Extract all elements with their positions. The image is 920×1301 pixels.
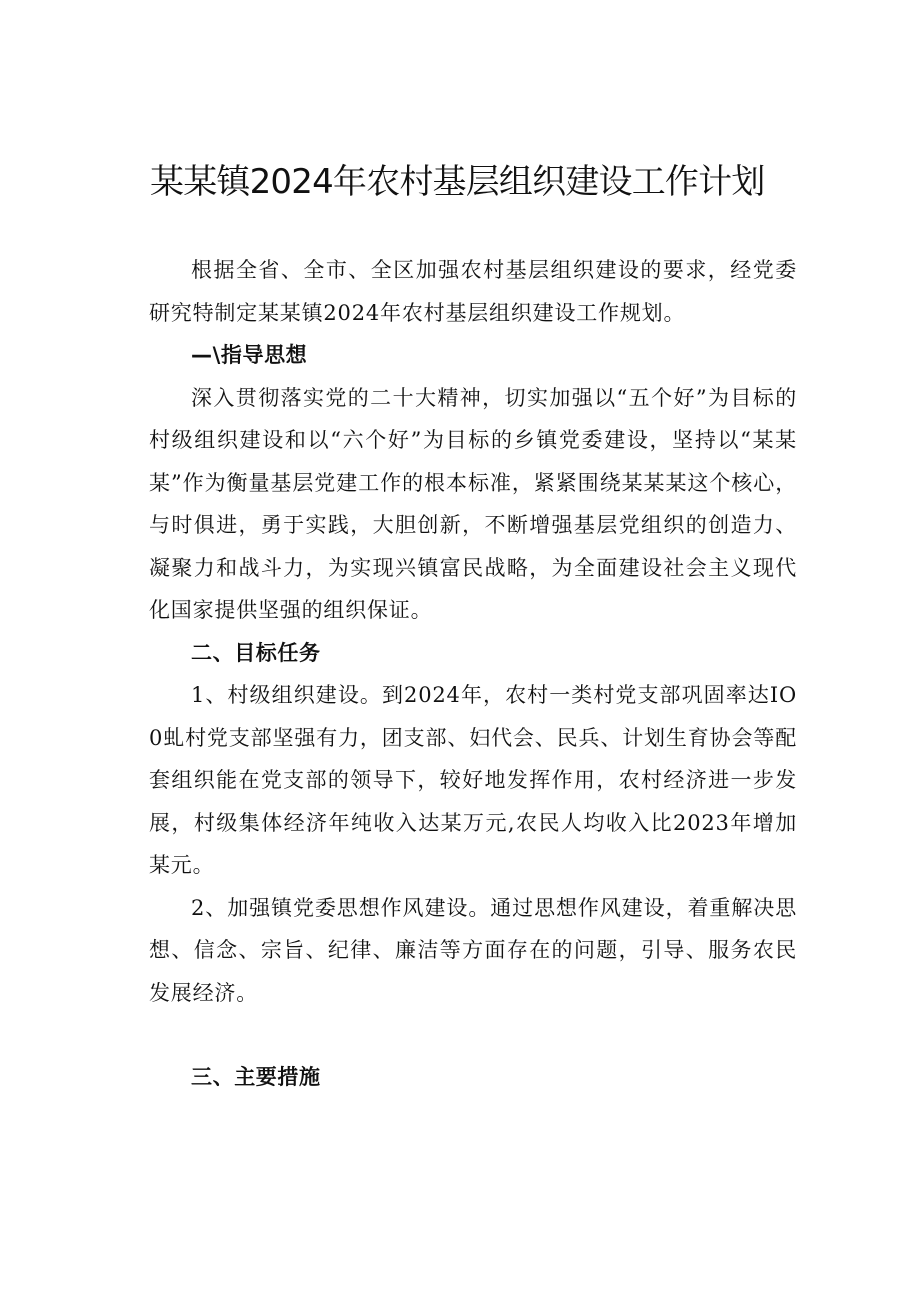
section-heading-guiding-thought: —\指导思想 (191, 343, 308, 367)
intro-paragraph: 根据全省、全市、全区加强农村基层组织建设的要求，经党委研究特制定某某镇2024年农村基层组织建设工作规划。 (149, 258, 797, 325)
document-body (149, 249, 797, 1099)
goal-paragraph-party-committee: 2、加强镇党委思想作风建设。通过思想作风建设，着重解决思想、信念、宗旨、纪律、廉洁等方面存在的问题，引导、服务农民发展经济。 (149, 895, 797, 1005)
document-title: 某某镇2024年农村基层组织建设工作计划 (150, 162, 765, 202)
goal-paragraph-village-organization: 1、村级组织建设。到2024年，农村一类村党支部巩固率达IO0虬村党支部坚强有力，团支部、妇代会、民兵、计划生育协会等配套组织能在党支部的领导下，较好地发挥作用，农村经济进一步发展，村级集体经济年纯收入达某万元,农民人均收入比2023年增加某元。 (149, 683, 797, 877)
section-heading-goals: 二、目标任务 (191, 640, 321, 665)
section-heading-main-measures: 三、主要措施 (191, 1065, 321, 1089)
guiding-thought-paragraph: 深入贯彻落实党的二十大精神，切实加强以“五个好”为目标的村级组织建设和以“六个好”为目标的乡镇党委建设，坚持以“某某某”作为衡量基层党建工作的根本标准，紧紧围绕某某某这个核心，与时俱进，勇于实践，大胆创新，不断增强基层党组织的创造力、凝聚力和战斗力，为实现兴镇富民战略，为全面建设社会主义现代化国家提供坚强的组织保证。 (149, 385, 797, 622)
